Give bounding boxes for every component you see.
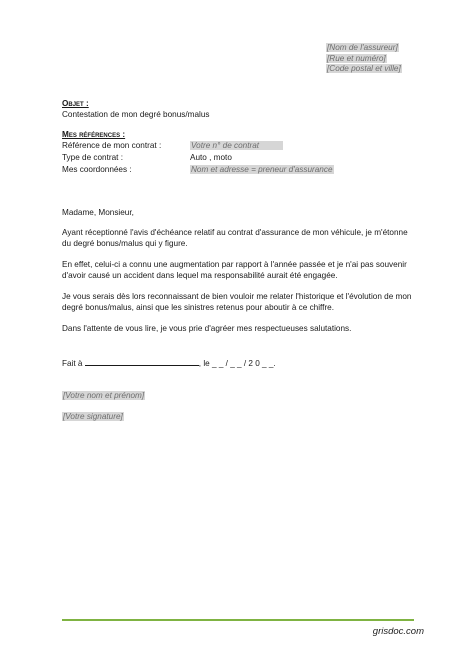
subject-label: Objet : (62, 99, 89, 108)
subject-text: Contestation de mon degré bonus/malus (62, 110, 210, 119)
insurer-address-block (326, 43, 402, 75)
place-prefix: Fait à (62, 359, 83, 368)
contract-ref-placeholder[interactable]: Votre n° de contrat (190, 141, 283, 150)
insurer-street-placeholder[interactable]: [Rue et numéro] (327, 53, 386, 63)
insurer-name-placeholder[interactable]: [Nom de l'assureur] (327, 43, 398, 52)
brand-footer: grisdoc.com (372, 626, 424, 637)
footer-rule (62, 619, 414, 621)
signature-placeholder[interactable]: [Votre signature] (63, 412, 123, 421)
references-label: Mes références : (62, 130, 126, 139)
date-prefix: , le (198, 359, 210, 368)
contact-label: Mes coordonnées : (62, 165, 132, 174)
paragraph-1: Ayant réceptionné l'avis d'échéance relatif au contrat d'assurance de mon véhicule, je m'étonne du degré bonus/malus qui y figure. (62, 228, 408, 248)
paragraph-4: Dans l'attente de vous lire, je vous prie d'agréer mes respectueuses salutations. (62, 324, 352, 333)
contract-ref-label: Référence de mon contrat : (62, 141, 162, 150)
salutation: Madame, Monsieur, (62, 208, 134, 217)
place-blank-field[interactable] (85, 358, 199, 366)
paragraph-3: Je vous serais dès lors reconnaissant de bien vouloir me relater l'historique et l'évolution de mon degré bonus/malus, ainsi que les sinistres retenus pour aboutir à ce chiffre. (62, 292, 412, 312)
place-date-line (62, 358, 276, 369)
insurer-city-placeholder[interactable]: [Code postal et ville] (327, 64, 401, 73)
contact-placeholder[interactable]: Nom et adresse = preneur d'assurance (191, 165, 333, 174)
contract-type-value: Auto , moto (190, 153, 232, 162)
contract-type-label: Type de contrat : (62, 153, 123, 162)
sender-name-placeholder[interactable]: [Votre nom et prénom] (63, 391, 145, 400)
date-blank-field[interactable]: _ _ / _ _ / 2 0 _ _. (211, 359, 276, 368)
paragraph-2: En effet, celui-ci a connu une augmentation par rapport à l'année passée et je n'ai pas souvenir d'avoir causé un accident dans lequel ma responsabilité aurait été engagée. (62, 260, 407, 280)
